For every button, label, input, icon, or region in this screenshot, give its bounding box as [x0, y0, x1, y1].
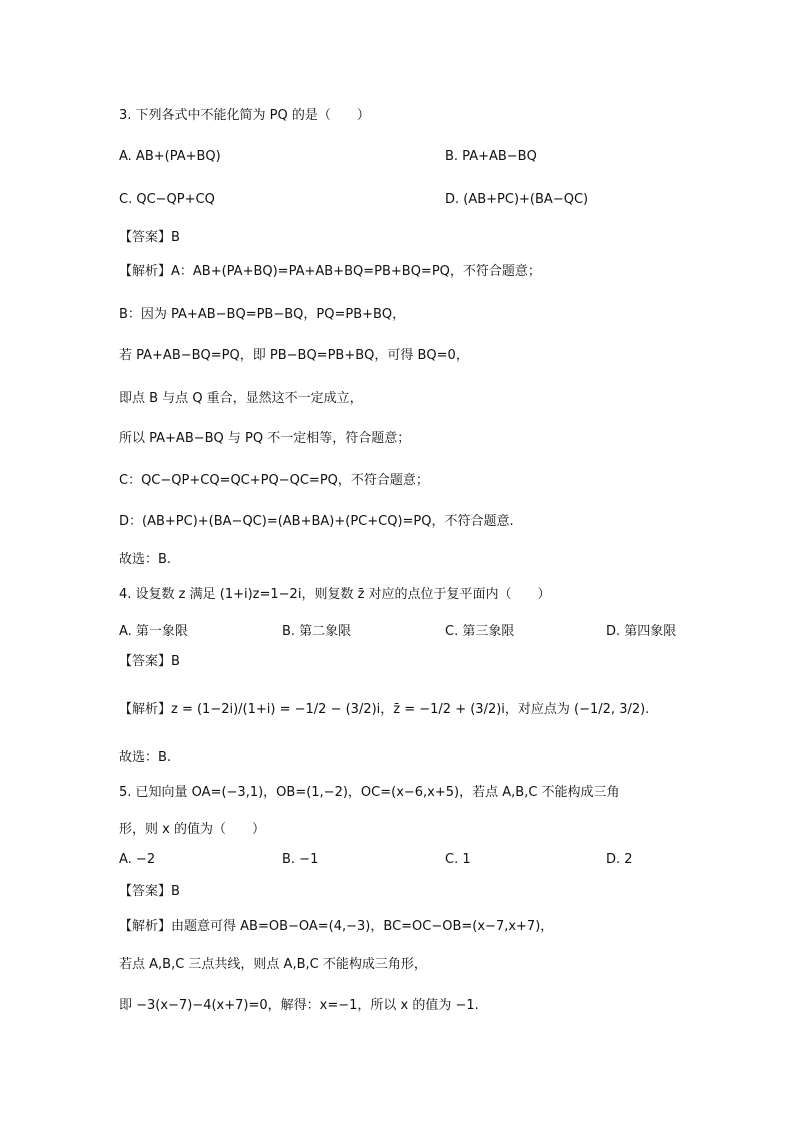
q4-conclusion: 故选：B. — [119, 750, 172, 765]
q3-option-b: B. PA+AB−BQ — [445, 149, 537, 164]
q3-analysis-line-5: 所以 PA+AB−BQ 与 PQ 不一定相等，符合题意； — [119, 431, 411, 446]
q3-option-c: C. QC−QP+CQ — [119, 192, 215, 207]
q3-analysis-line-7: D：(AB+PC)+(BA−QC)=(AB+BA)+(PC+CQ)=PQ，不符合题意. — [119, 514, 514, 529]
q5-answer: 【答案】B — [119, 884, 180, 899]
q4-option-b: B. 第二象限 — [282, 624, 352, 639]
q3-option-d: D. (AB+PC)+(BA−QC) — [445, 192, 589, 207]
q4-option-c: C. 第三象限 — [445, 624, 515, 639]
q3-analysis-line-1: 【解析】A：AB+(PA+BQ)=PA+AB+BQ=PB+BQ=PQ，不符合题意； — [119, 264, 541, 279]
q5-stem-line-1: 5. 已知向量 OA=(−3,1)，OB=(1,−2)，OC=(x−6,x+5)，若点 A,B,C 不能构成三角 — [119, 785, 620, 800]
q4-analysis: 【解析】z = (1−2i)/(1+i) = −1/2 − (3/2)i，z̄ = −1/2 + (3/2)i，对应点为 (−1/2, 3/2). — [119, 702, 650, 717]
q4-stem: 4. 设复数 z 满足 (1+i)z=1−2i，则复数 z̄ 对应的点位于复平面内（ ） — [119, 587, 551, 602]
q3-answer: 【答案】B — [119, 230, 180, 245]
q5-option-a: A. −2 — [119, 852, 156, 867]
q5-analysis-line-1: 【解析】由题意可得 AB=OB−OA=(4,−3)，BC=OC−OB=(x−7,x+7)， — [119, 919, 554, 934]
q3-analysis-line-6: C：QC−QP+CQ=QC+PQ−QC=PQ，不符合题意； — [119, 473, 429, 488]
q3-analysis-line-3: 若 PA+AB−BQ=PQ，即 PB−BQ=PB+BQ，可得 BQ=0， — [119, 348, 469, 363]
q5-option-c: C. 1 — [445, 852, 471, 867]
q3-option-a: A. AB+(PA+BQ) — [119, 149, 221, 164]
q3-analysis-line-4: 即点 B 与点 Q 重合，显然这不一定成立， — [119, 391, 363, 406]
q5-stem-line-2: 形，则 x 的值为（ ） — [119, 822, 265, 837]
q4-option-d: D. 第四象限 — [606, 624, 677, 639]
q5-option-d: D. 2 — [606, 852, 633, 867]
q4-answer: 【答案】B — [119, 654, 180, 669]
q5-analysis-line-2: 若点 A,B,C 三点共线，则点 A,B,C 不能构成三角形， — [119, 957, 427, 972]
q5-analysis-line-3: 即 −3(x−7)−4(x+7)=0，解得：x=−1，所以 x 的值为 −1. — [119, 998, 479, 1013]
q3-conclusion: 故选：B. — [119, 552, 172, 567]
q3-analysis-line-2: B：因为 PA+AB−BQ=PB−BQ，PQ=PB+BQ， — [119, 307, 406, 322]
q5-option-b: B. −1 — [282, 852, 319, 867]
q3-stem: 3. 下列各式中不能化简为 PQ 的是（ ） — [119, 108, 370, 123]
q4-option-a: A. 第一象限 — [119, 624, 188, 639]
